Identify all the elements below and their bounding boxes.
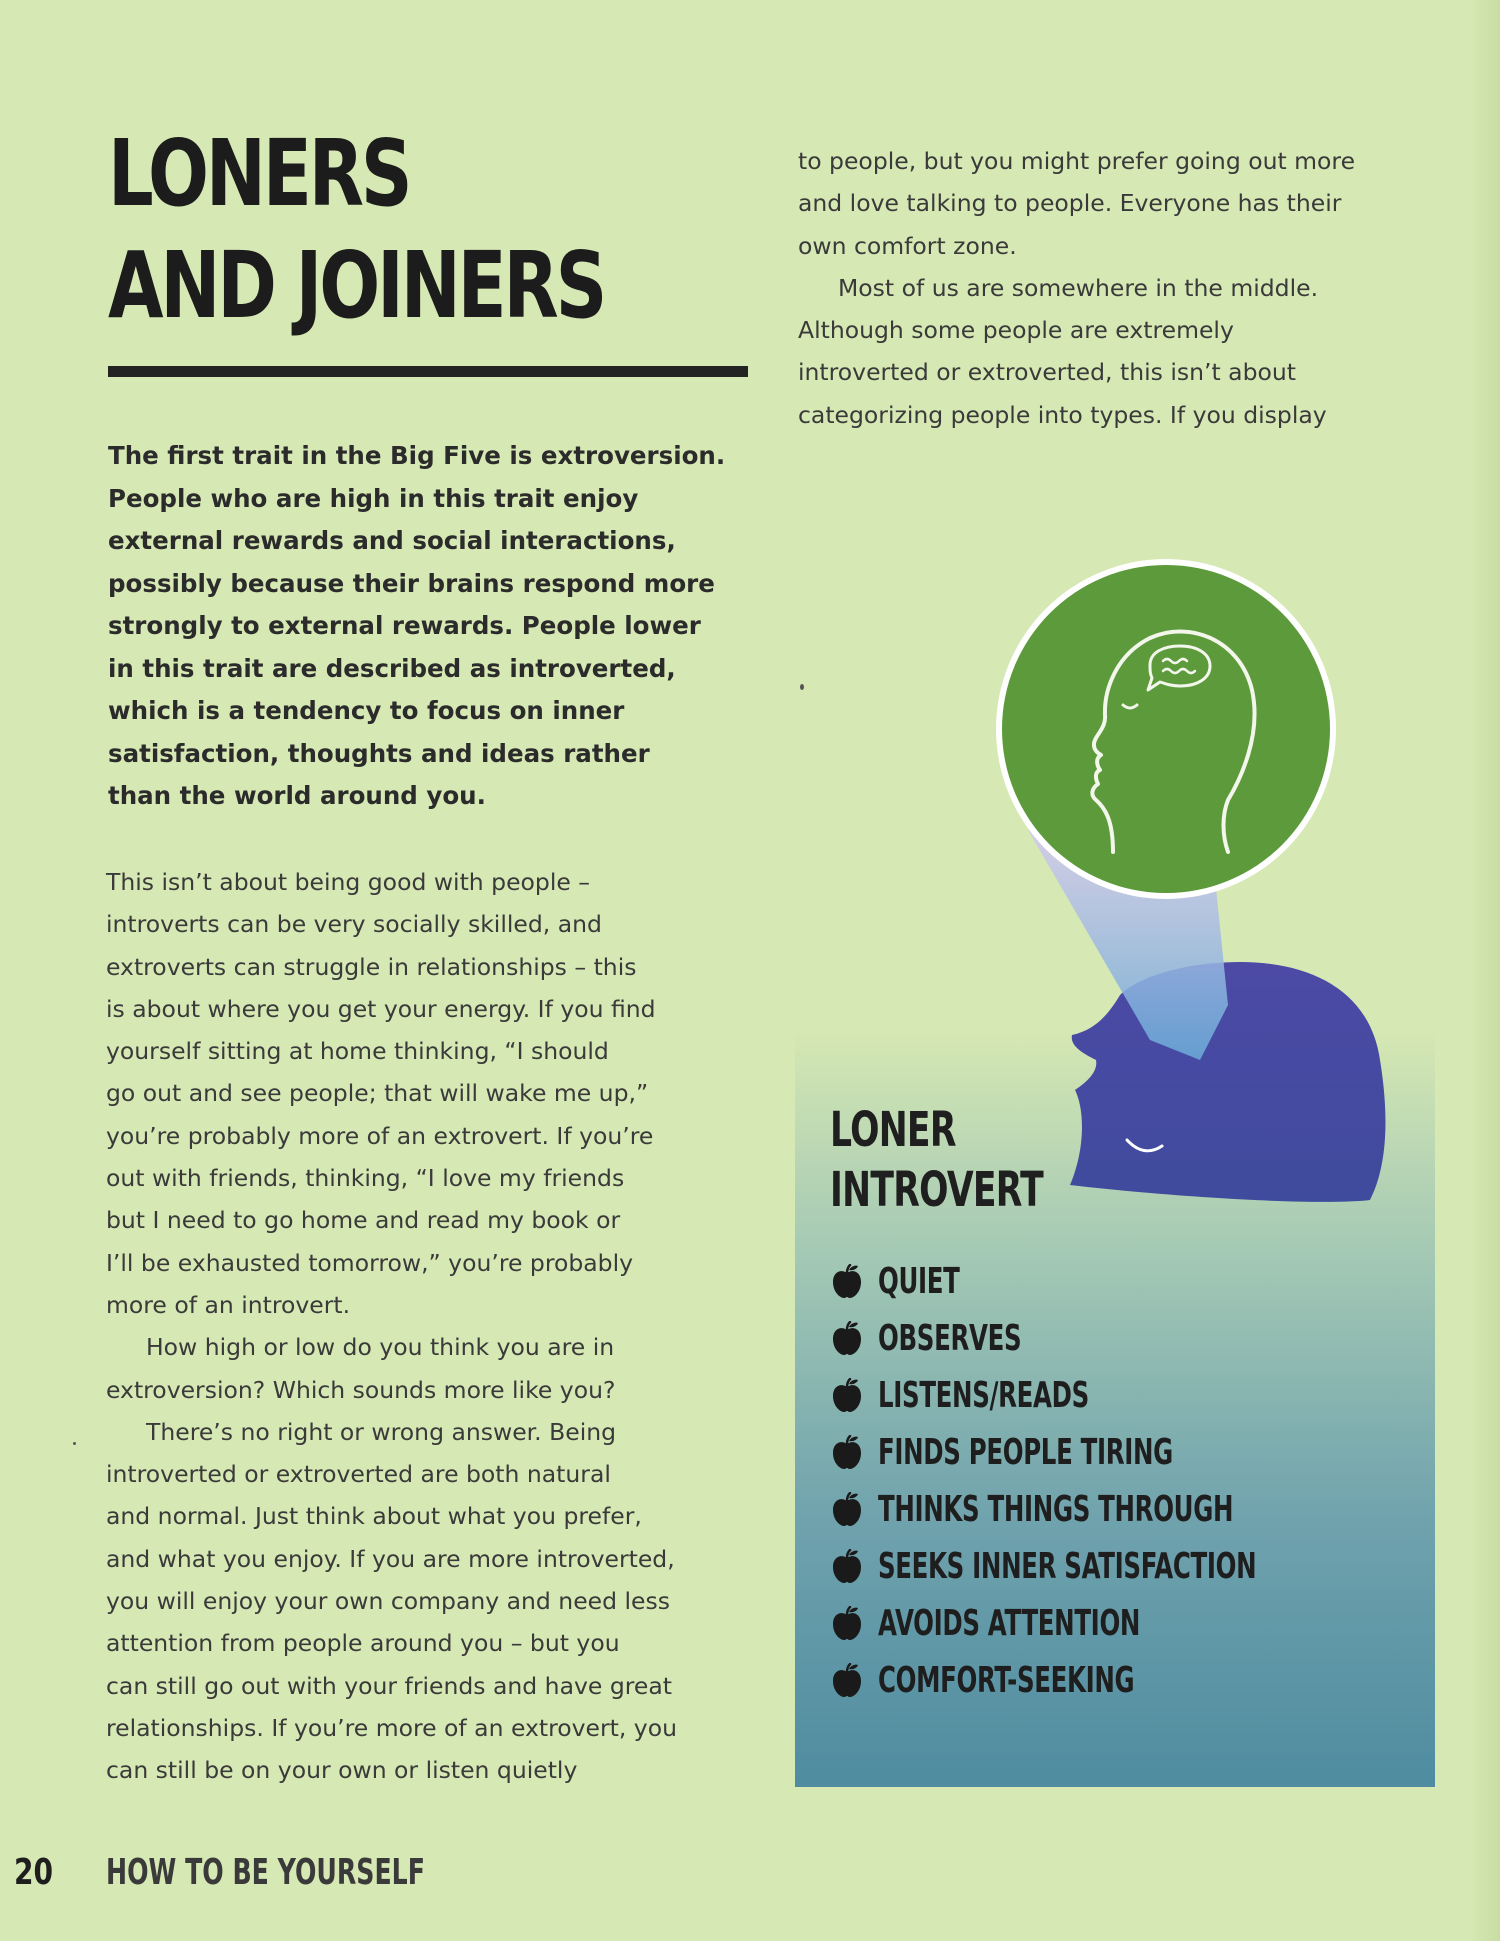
trait-list	[830, 1253, 1434, 1709]
trait-item	[830, 1424, 1434, 1481]
lead-line: possibly because their brains respond more	[108, 568, 715, 598]
page-edge	[1470, 0, 1500, 1941]
trait-label: THINKS THINGS THROUGH	[878, 1489, 1234, 1530]
lead-line: The first trait in the Big Five is extroversion.	[108, 441, 726, 470]
title-divider	[108, 366, 748, 377]
page-number: 20	[14, 1852, 54, 1893]
body-line: you will enjoy your own company and need less	[106, 1587, 670, 1616]
trait-item	[830, 1538, 1434, 1595]
right-column-line: Although some people are extremely	[798, 316, 1234, 345]
thinking-head-icon	[996, 559, 1336, 899]
apple-bullet-icon	[830, 1264, 864, 1300]
trait-label: SEEKS INNER SATISFACTION	[878, 1546, 1257, 1587]
right-column-line: introverted or extroverted, this isn’t about	[798, 358, 1296, 387]
apple-bullet-icon	[830, 1606, 864, 1642]
right-column-line: own comfort zone.	[798, 231, 1017, 260]
body-line: go out and see people; that will wake me up,”	[106, 1079, 649, 1108]
right-column-line: and love talking to people. Everyone has their	[798, 189, 1342, 218]
body-line: There’s no right or wrong answer. Being	[146, 1417, 617, 1446]
trait-item	[830, 1652, 1434, 1709]
title-line-1: LONERS	[108, 120, 410, 227]
infographic-heading-line-1: LONER	[830, 1102, 956, 1158]
body-line: extroverts can struggle in relationships – this	[106, 952, 637, 981]
lead-paragraph	[108, 435, 768, 818]
trait-label: FINDS PEOPLE TIRING	[878, 1432, 1173, 1473]
title-line-2: AND JOINERS	[108, 232, 605, 339]
body-line: out with friends, thinking, “I love my friends	[106, 1164, 625, 1193]
body-line: more of an introvert.	[106, 1290, 351, 1319]
body-line: How high or low do you think you are in	[146, 1333, 615, 1362]
right-column-text	[798, 140, 1438, 436]
lead-line: in this trait are described as introverted,	[108, 653, 676, 683]
trait-label: OBSERVES	[878, 1318, 1022, 1359]
apple-bullet-icon	[830, 1549, 864, 1585]
running-footer-title: HOW TO BE YOURSELF	[106, 1852, 425, 1893]
body-line: yourself sitting at home thinking, “I should	[106, 1037, 609, 1066]
body-line: can still go out with your friends and have great	[106, 1671, 672, 1700]
print-speck	[800, 684, 804, 690]
lead-line: external rewards and social interactions,	[108, 526, 676, 555]
trait-item	[830, 1253, 1434, 1310]
apple-bullet-icon	[830, 1435, 864, 1471]
body-line: introverts can be very socially skilled, and	[106, 910, 602, 939]
infographic-heading	[830, 1100, 1043, 1220]
body-line: and normal. Just think about what you prefer,	[106, 1502, 642, 1531]
print-speck	[73, 1442, 76, 1445]
body-text	[106, 861, 766, 1792]
body-line: is about where you get your energy. If you find	[106, 994, 656, 1023]
trait-label: QUIET	[878, 1261, 960, 1302]
infographic-heading-line-2: INTROVERT	[830, 1162, 1043, 1218]
lead-line: which is a tendency to focus on inner	[108, 696, 625, 725]
body-line: attention from people around you – but you	[106, 1629, 620, 1658]
apple-bullet-icon	[830, 1492, 864, 1528]
body-line: This isn’t about being good with people –	[106, 868, 591, 896]
trait-item	[830, 1310, 1434, 1367]
lead-line: strongly to external rewards. People lower	[108, 611, 701, 640]
trait-label: LISTENS/READS	[878, 1375, 1089, 1416]
trait-item	[830, 1367, 1434, 1424]
body-line: relationships. If you’re more of an extrovert, you	[106, 1713, 677, 1742]
apple-bullet-icon	[830, 1378, 864, 1414]
body-line: but I need to go home and read my book or	[106, 1206, 621, 1235]
apple-bullet-icon	[830, 1321, 864, 1357]
right-column-line: to people, but you might prefer going out more	[798, 147, 1356, 175]
trait-label: COMFORT-SEEKING	[878, 1660, 1135, 1701]
page-title	[108, 118, 604, 342]
trait-item	[830, 1595, 1434, 1652]
body-line: and what you enjoy. If you are more introverted,	[106, 1544, 675, 1573]
lead-line: than the world around you.	[108, 781, 486, 810]
thought-beam	[1028, 830, 1228, 1060]
body-line: extroversion? Which sounds more like you?	[106, 1375, 616, 1404]
body-line: you’re probably more of an extrovert. If you’re	[106, 1121, 654, 1150]
right-column-line: Most of us are somewhere in the middle.	[838, 273, 1319, 302]
body-line: introverted or extroverted are both natural	[106, 1460, 611, 1489]
right-column-line: categorizing people into types. If you display	[798, 400, 1327, 429]
trait-label: AVOIDS ATTENTION	[878, 1603, 1141, 1644]
lead-line: satisfaction, thoughts and ideas rather	[108, 738, 650, 768]
apple-bullet-icon	[830, 1663, 864, 1699]
body-line: I’ll be exhausted tomorrow,” you’re probably	[106, 1248, 634, 1277]
body-line: can still be on your own or listen quietly	[106, 1756, 578, 1785]
trait-item	[830, 1481, 1434, 1538]
lead-line: People who are high in this trait enjoy	[108, 483, 639, 513]
